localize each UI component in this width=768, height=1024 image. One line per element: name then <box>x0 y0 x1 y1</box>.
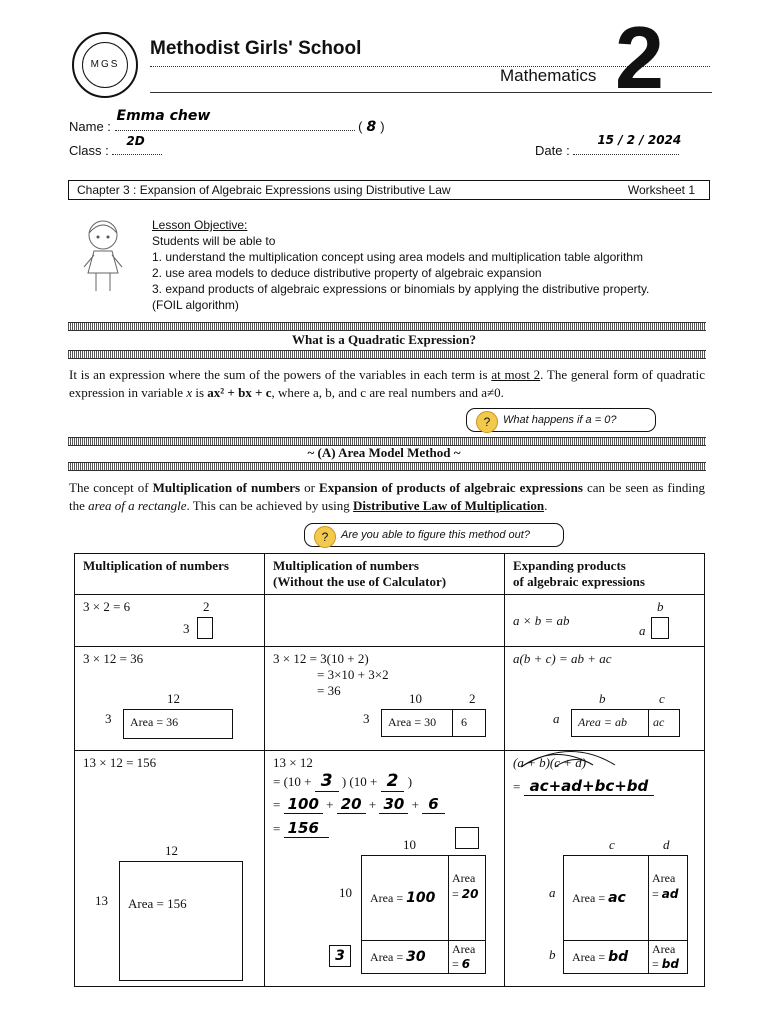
area-box <box>563 940 649 974</box>
objective-point: 2. use area models to deduce distributive property of algebraic expansion <box>152 266 542 280</box>
lesson-objective <box>152 217 712 313</box>
header-cell: Expanding products of algebraic expressions <box>505 554 705 595</box>
width-label: 12 <box>167 691 180 706</box>
height-label: 3 <box>105 711 112 726</box>
date-label: Date : <box>535 143 570 158</box>
index-value: 8 <box>366 119 377 135</box>
area-box <box>119 861 243 981</box>
table-cell <box>75 595 265 647</box>
section-divider <box>68 350 706 359</box>
header-rule <box>150 92 712 93</box>
table-row <box>75 595 705 647</box>
area-label: Area = <box>572 950 606 964</box>
method-bubble <box>304 523 564 547</box>
objective-point: 3. expand products of algebraic expressions or binomials by applying the distributive property. <box>152 282 650 296</box>
handwritten-area: ad <box>661 887 679 901</box>
area-box <box>563 855 649 941</box>
empty-box <box>455 827 479 849</box>
area-label: Area = <box>370 891 404 905</box>
area-box <box>381 709 453 737</box>
plus-sign: + <box>411 797 419 812</box>
equals-sign: = <box>273 797 281 812</box>
table-cell <box>505 595 705 647</box>
quadratic-text: , where a, b, and c are real numbers and a≠0. <box>271 385 504 400</box>
handwritten-answer: 3 <box>335 948 345 964</box>
table-cell <box>505 751 705 987</box>
table-cell <box>75 647 265 751</box>
name-label: Name : <box>69 119 111 134</box>
objective-point: 1. understand the multiplication concept using area models and multiplication table algorithm <box>152 250 643 264</box>
handwritten-area: bd <box>661 957 679 971</box>
school-name: Methodist Girls' School <box>150 38 362 59</box>
handwritten-area: 30 <box>406 949 426 965</box>
header-cell: Multiplication of numbers <box>75 554 265 595</box>
area-box: Area = 6 <box>448 940 486 974</box>
area-box <box>651 617 669 639</box>
equation: 13 × 12 = 156 <box>83 755 157 770</box>
area-box <box>123 709 233 739</box>
equation-line <box>513 777 696 795</box>
quadratic-variable: x <box>186 385 193 400</box>
equation-line: = 3×10 + 3×2 <box>317 667 389 682</box>
logo-inner-ring <box>82 42 128 88</box>
area-text: can be seen as finding the <box>69 480 705 513</box>
name-value: Emma chew <box>116 108 211 124</box>
handwritten-answer: 156 <box>284 819 329 838</box>
equation-line: = 36 <box>317 683 341 698</box>
height-label: 3 <box>363 711 370 726</box>
bubble-text: What happens if a = 0? <box>503 414 617 426</box>
chapter-box <box>68 180 710 200</box>
table-row <box>75 647 705 751</box>
date-field <box>535 133 682 158</box>
equation: 3 × 2 = 6 <box>83 599 131 614</box>
height-label: 13 <box>95 893 108 908</box>
section-divider <box>68 322 706 331</box>
area-text: Area = 30 <box>388 715 437 729</box>
area-box <box>197 617 213 639</box>
name-field: Name : Emma chew ( 8 ) <box>69 108 385 135</box>
area-italic: area of a rectangle <box>88 498 187 513</box>
date-value: 15 / 2 / 2024 <box>597 133 682 147</box>
height-label: a <box>553 711 560 726</box>
bubble-text: Are you able to figure this method out? <box>341 529 530 541</box>
chapter-title: Chapter 3 : Expansion of Algebraic Expressions using Distributive Law <box>77 183 451 197</box>
header-cell: Multiplication of numbers (Without the use of Calculator) <box>265 554 505 595</box>
equation-text: ) <box>407 774 413 789</box>
height-label: b <box>549 947 556 962</box>
equation: 3 × 12 = 36 <box>83 651 144 666</box>
quadratic-text: is <box>192 385 208 400</box>
handwritten-area: 100 <box>406 890 436 906</box>
table-cell <box>505 647 705 751</box>
handwritten-area: 20 <box>461 887 479 901</box>
logo-letters: MGS <box>90 59 120 70</box>
width-label: 2 <box>203 599 210 614</box>
area-text: Area = ab <box>578 715 627 729</box>
table-cell <box>75 751 265 987</box>
area-text: . <box>544 498 548 513</box>
subject-title: Mathematics <box>500 66 597 85</box>
objective-intro: Students will be able to <box>152 234 276 248</box>
table-header-row <box>75 554 705 595</box>
width-label: 12 <box>165 843 178 858</box>
area-model-paragraph <box>69 479 705 515</box>
quadratic-underline: at most 2 <box>491 367 541 382</box>
quadratic-title: What is a Quadratic Expression? <box>292 332 476 347</box>
width-label: c <box>659 691 665 706</box>
area-text: or <box>300 480 320 495</box>
class-line <box>112 134 162 155</box>
height-label: a <box>549 885 556 900</box>
thinking-face-icon: ? <box>476 411 498 433</box>
area-text: . This can be achieved by using <box>186 498 354 513</box>
class-value: 2D <box>126 134 145 148</box>
handwritten-answer: ac+ad+bc+bd <box>524 777 655 796</box>
quadratic-text: It is an expression where the sum of the powers of the variables in each term is <box>69 367 492 382</box>
handwritten-answer: 6 <box>422 795 444 814</box>
height-label: 10 <box>339 885 352 900</box>
quadratic-text: . The general form of quadratic expression in variable <box>69 367 705 400</box>
area-label: Area <box>652 871 676 885</box>
thinking-face-icon: ? <box>314 526 336 548</box>
handwritten-answer: 20 <box>337 795 366 814</box>
handwritten-answer: 30 <box>379 795 408 814</box>
handwritten-area: 6 <box>461 957 471 971</box>
grade-number: 2 <box>615 8 664 107</box>
girl-mascot-illustration <box>78 215 128 297</box>
plus-sign: + <box>326 797 334 812</box>
width-label: b <box>599 691 606 706</box>
equation: (a + b)(c + d) <box>513 755 587 770</box>
area-label: Area = <box>572 891 606 905</box>
width-label: d <box>663 837 670 852</box>
area-bold: Multiplication of numbers <box>152 480 301 495</box>
area-text: 6 <box>461 715 467 729</box>
width-label: b <box>657 599 664 614</box>
worksheet-label: Worksheet 1 <box>627 183 695 197</box>
width-label: c <box>609 837 615 852</box>
quadratic-form: ax² + bx + c <box>207 385 272 400</box>
equation: a(b + c) = ab + ac <box>513 651 612 666</box>
handwritten-answer: 100 <box>284 795 323 814</box>
plus-sign: + <box>368 797 377 812</box>
equation-line <box>273 795 496 819</box>
area-text: ac <box>653 715 665 729</box>
area-box: Area = ad <box>648 855 688 941</box>
area-text: Area = 36 <box>130 715 179 729</box>
table-row <box>75 751 705 987</box>
area-label: Area <box>452 942 476 956</box>
area-box <box>361 940 449 974</box>
school-logo <box>72 32 138 98</box>
width-label: 10 <box>403 837 416 852</box>
equation-line <box>273 771 496 793</box>
area-label: Area <box>452 871 476 885</box>
area-box <box>648 709 680 737</box>
section-divider <box>68 462 706 471</box>
width-label: 2 <box>469 691 476 706</box>
area-box: Area = bd <box>648 940 688 974</box>
table-cell <box>265 595 505 647</box>
area-box <box>452 709 486 737</box>
area-box <box>361 855 449 941</box>
equation-text: = (10 + <box>273 774 312 789</box>
class-field <box>69 134 162 158</box>
area-label: Area <box>652 942 676 956</box>
objective-point: (FOIL algorithm) <box>152 298 239 312</box>
equals-sign: = <box>273 821 281 836</box>
area-box <box>571 709 649 737</box>
equals-sign: = <box>513 779 521 794</box>
area-text: The concept of <box>69 480 153 495</box>
area-model-title: ~ (A) Area Model Method ~ <box>307 445 461 460</box>
answer-box <box>329 945 351 967</box>
width-label: 10 <box>409 691 422 706</box>
foil-arrows-illustration <box>515 749 625 771</box>
table-cell <box>265 751 505 987</box>
question-bubble <box>466 408 656 432</box>
objective-heading: Lesson Objective: <box>152 218 248 232</box>
height-label: a <box>639 623 646 638</box>
class-label: Class : <box>69 143 109 158</box>
height-label: 3 <box>183 621 190 636</box>
date-line <box>573 133 682 155</box>
area-box: Area = 20 <box>448 855 486 941</box>
equation-line: 3 × 12 = 3(10 + 2) <box>273 651 369 666</box>
handwritten-answer: 3 <box>315 771 339 792</box>
handwritten-area: bd <box>608 949 629 965</box>
equation-line: 13 × 12 <box>273 755 313 770</box>
handwritten-area: ac <box>608 890 626 906</box>
equation: a × b = ab <box>513 613 570 628</box>
table-cell <box>265 647 505 751</box>
area-bold: Expansion of products of algebraic expressions <box>319 480 583 495</box>
area-label: Area = <box>370 950 404 964</box>
area-text: Area = 156 <box>128 896 187 911</box>
area-model-table <box>74 553 705 987</box>
quadratic-paragraph <box>69 366 705 402</box>
handwritten-answer: 2 <box>381 771 405 792</box>
distributive-law: Distributive Law of Multiplication <box>353 498 545 513</box>
equation-text: ) (10 + <box>341 774 378 789</box>
